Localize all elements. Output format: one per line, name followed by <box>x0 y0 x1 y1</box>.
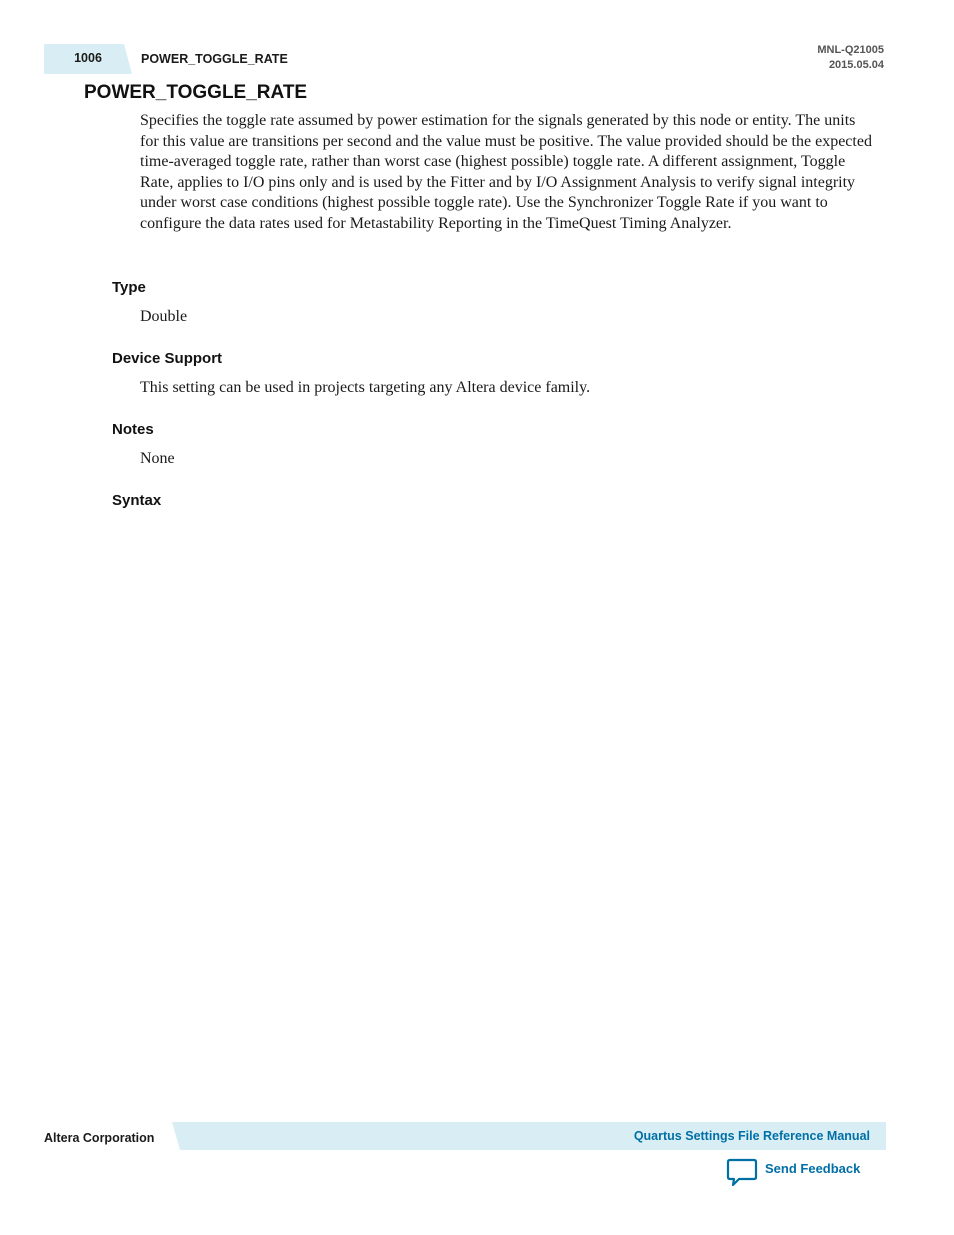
notes-heading: Notes <box>112 421 154 438</box>
send-feedback-label: Send Feedback <box>765 1161 861 1176</box>
device-support-heading: Device Support <box>112 350 223 367</box>
company-name: Altera Corporation <box>44 1131 155 1145</box>
speech-bubble-icon <box>726 1158 758 1188</box>
page-title: POWER_TOGGLE_RATE <box>84 82 308 103</box>
document-date: 2015.05.04 <box>828 59 884 71</box>
running-title: POWER_TOGGLE_RATE <box>141 52 288 66</box>
document-id: MNL-Q21005 <box>817 44 884 56</box>
type-value: Double <box>140 308 188 325</box>
syntax-heading: Syntax <box>112 492 162 509</box>
type-heading: Type <box>112 279 146 296</box>
send-feedback-link[interactable] <box>726 1158 860 1188</box>
document-meta <box>817 43 884 73</box>
manual-title-link[interactable]: Quartus Settings File Reference Manual <box>633 1129 870 1143</box>
device-support-text: This setting can be used in projects targeting any Altera device family. <box>140 379 591 396</box>
notes-text: None <box>140 450 175 467</box>
description-paragraph: Specifies the toggle rate assumed by power estimation for the signals generated by this node or entity. The units for this value are transitions per second and the value must be positive. The value provided should be the expected time-averaged toggle rate, rather than worst case (highest possible) toggle rate. A different assignment, Toggle Rate, applies to I/O pins only and is used by the Fitter and by I/O Assignment Analysis to verify signal integrity under worst case conditions (highest possible toggle rate). Use the Synchronizer Toggle Rate if you want to configure the data rates used for Metastability Reporting in the TimeQuest Timing Analyzer. <box>140 112 872 232</box>
page-number: 1006 <box>74 51 102 65</box>
